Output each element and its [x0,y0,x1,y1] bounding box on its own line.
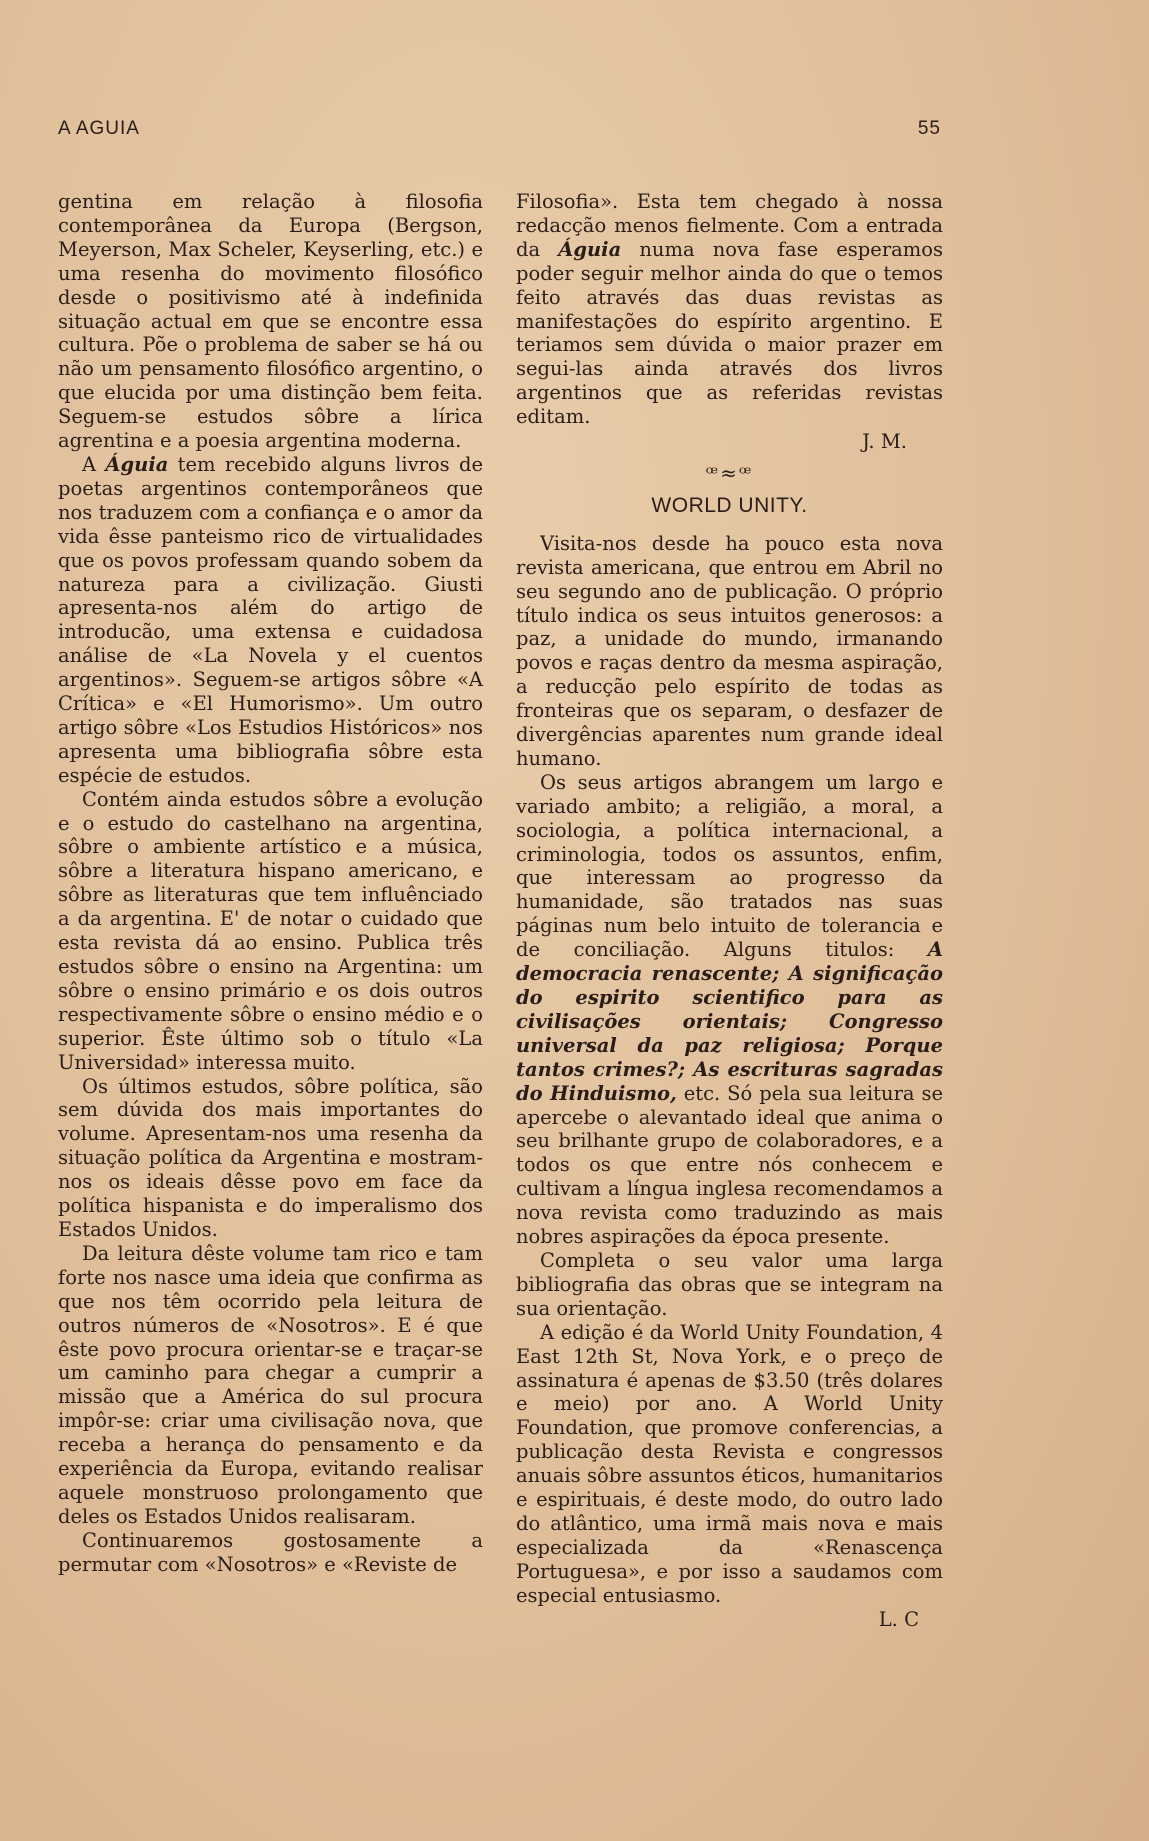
text-run: numa nova fase esperamos poder seguir melhor ainda do que o temos feito através das duas revistas as manifestações do espírito argentino. E teriamos sem dúvida o maior prazer em segui-las ainda através dos livros argentinos que as referidas revistas editam. [516,237,943,429]
text-run: Filosofia». Esta tem chegado à nossa redacção menos fielmente. Com a entrada da [516,190,943,261]
paragraph: A edição é da World Unity Foundation, 4 East 12th St, Nova York, e o preço de assinatura é apenas de $3.50 (três dolares e meio) por ano. A World Unity Foundation, que promove conferencias, a publicação desta Revista e congressos anuais sôbre assuntos éticos, humanitarios e espirituais, é deste modo, do outro lado do atlântico, uma irmã mais nova e mais especializada da «Renascença Portuguesa», e por isso a saudamos com especial entusiasmo. [516,1320,943,1607]
page-number: 55 [917,118,941,139]
article-titles-italic: A democracia renascente; A significação do espirito scientifico para as civilisações orientais; Congresso universal da paz religiosa; Porque tantos crimes?; As escrituras sagradas do Hinduismo, [516,938,943,1105]
paragraph [516,190,943,429]
paragraph: Da leitura dêste volume tam rico e tam forte nos nasce uma ideia que confirma as que nos têm ocorrido pela leitura de outros números de «Nosotros». E é que êste povo procura orientar-se e traçar-se um caminho para chegar a cumprir a missão que a América do sul procura impôr-se: criar uma civilisação nova, que receba a herança do pensamento e da experiência da Europa, evitando realisar aquele monstruoso prolongamento que deles os Estados Unidos realisaram. [58,1241,483,1528]
paragraph [516,771,943,1249]
signature-lc: L. C [878,1607,919,1631]
text-run: tem recebido alguns livros de poetas argentinos contemporâneos que nos traduzem com a confiança e o amor da vida êsse panteismo rico de virtualidades que os povos professam quando sobem da natureza para a civilização. Giusti apresenta-nos além do artigo de introducão, uma extensa e cuidadosa análise de «La Novela y el cuentos argentinos». Seguem-se artigos sôbre «A Crítica» e «El Humorismo». Um outro artigo sôbre «Los Estudios Históricos» nos apresenta uma bibliografia sôbre esta espécie de estudos. [58,452,483,787]
paragraph [58,453,483,788]
left-column [58,190,483,1577]
right-column [516,190,943,1631]
running-head [58,118,941,140]
journal-title: A AGUIA [58,118,140,139]
text-run: etc. Só pela sua leitura se apercebe o alevantado ideal que anima o seu brilhante grupo de colaboradores, e a todos os que entre nós conhecem e cultivam a língua inglesa recomendamos a nova revista como traduzindo as mais nobres aspirações da época presente. [516,1081,943,1249]
paragraph: Continuaremos gostosamente a permutar com «Nosotros» e «Reviste de [58,1528,483,1576]
paragraph: Os últimos estudos, sôbre política, são sem dúvida dos mais importantes do volume. Apresentam-nos uma resenha da situação política da Argentina e mostram-nos os ideais dêsse povo em face da política hispanista e do imperalismo dos Estados Unidos. [58,1074,483,1241]
journal-name-italic: Águia [105,452,169,476]
text-run: Os seus artigos abrangem um largo e variado ambito; a religião, a moral, a sociologia, a política internacional, a criminologia, todos os assuntos, enfim, que interessam ao progresso da humanidade, são tratados nas suas páginas num belo intuito de tolerancia e de conciliação. Alguns titulos: [516,770,943,962]
paragraph: Contém ainda estudos sôbre a evolução e o estudo do castelhano na argentina, sôbre o ambiente artístico e a música, sôbre a literatura hispano americano, e sôbre as literaturas que tem influênciado a da argentina. E' de notar o cuidado que esta revista dá ao ensino. Publica três estudos sôbre o ensino na Argentina: um sôbre o ensino primário e os dois outros respectivamente sôbre o ensino médio e o superior. Êste último sob o título «La Universidad» interessa muito. [58,787,483,1074]
journal-name-italic: Águia [558,237,622,261]
paragraph: Completa o seu valor uma larga bibliografia das obras que se integram na sua orientação. [516,1248,943,1320]
paragraph: Visita-nos desde ha pouco esta nova revista americana, que entrou em Abril no seu segundo ano de publicação. O próprio título indica os seus intuitos generosos: a paz, a unidade do mundo, irmanando povos e raças dentro da mesma aspiração, a reducção pelo espírito de todas as fronteiras que os separam, o desfazer de divergências aparentes num grande ideal humano. [516,531,943,770]
section-ornament: ꟹ≈ꟹ [705,460,754,485]
section-title: WORLD UNITY. [651,493,808,517]
signature-jm: J. M. [862,430,907,454]
paragraph: gentina em relação à filosofia contemporânea da Europa (Bergson, Meyerson, Max Scheler, Keyserling, etc.) e uma resenha do movimento filosófico desde o positivismo até à indefinida situação actual em que se encontre essa cultura. Põe o problema de saber se há ou não um pensamento filosófico argentino, o que elucida por uma distinção bem feita. Seguem-se estudos sôbre a lírica agrentina e a poesia argentina moderna. [58,190,483,453]
text-run: A [82,452,106,476]
